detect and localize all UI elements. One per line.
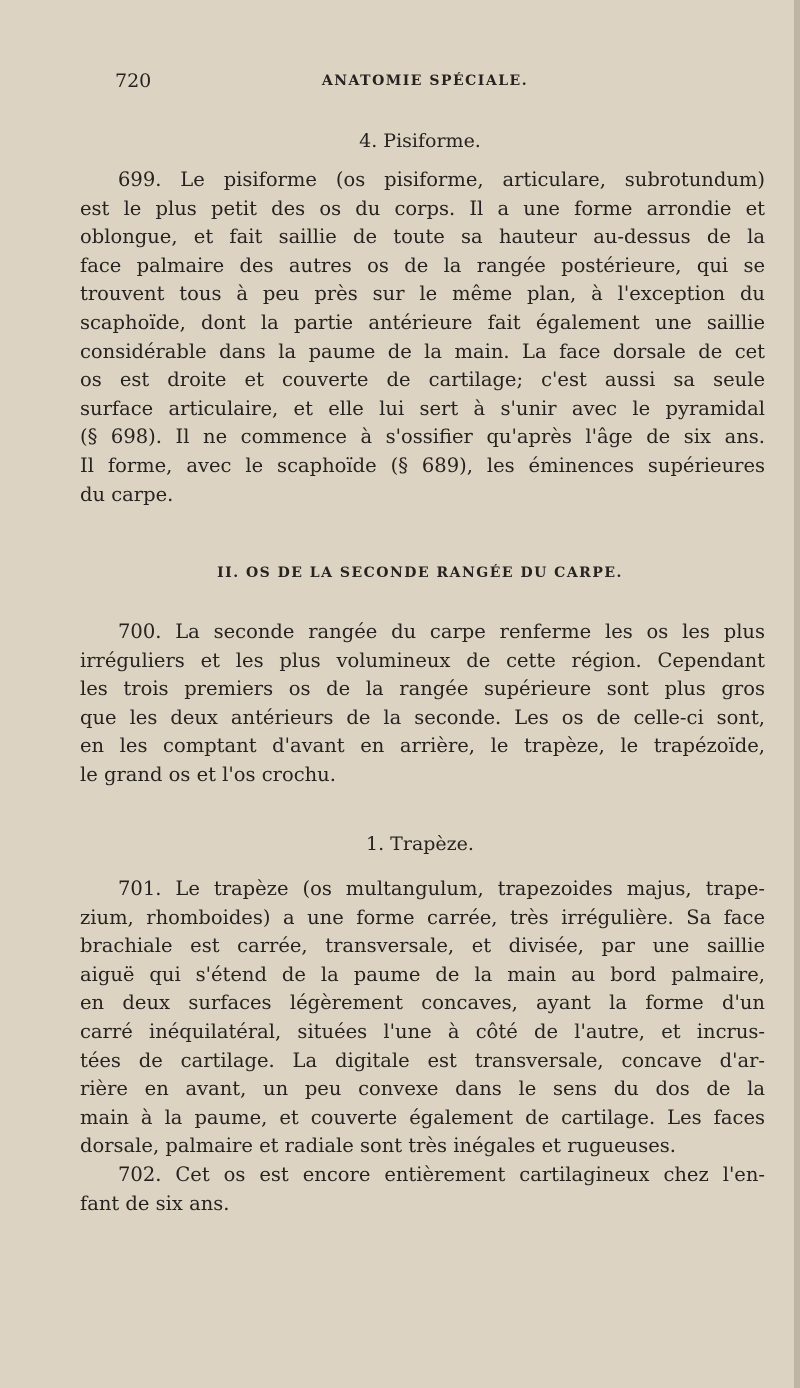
- paragraph-702: [80, 1161, 765, 1218]
- heading-pisiforme: 4. Pisiforme.: [359, 130, 481, 152]
- text-line: que les deux antérieurs de la seconde. Les os de celle-ci sont,: [80, 705, 765, 729]
- page-number: 720: [115, 70, 152, 92]
- heading-trapeze: 1. Trapèze.: [366, 833, 474, 855]
- text-line: en deux surfaces légèrement concaves, ayant la forme d'un: [80, 991, 765, 1015]
- text-line: trouvent tous à peu près sur le même plan, à l'exception du: [80, 282, 765, 306]
- text-line: du carpe.: [80, 482, 174, 506]
- page-header: [115, 70, 735, 100]
- text-line: 702. Cet os est encore entièrement cartilagineux chez l'en-: [118, 1163, 765, 1186]
- text-line: 699. Le pisiforme (os pisiforme, articulare, subrotundum): [118, 168, 765, 191]
- text-line: irréguliers et les plus volumineux de cette région. Cependant: [80, 648, 765, 672]
- text-line: Il forme, avec le scaphoïde (§ 689), les éminences supérieures: [80, 453, 765, 477]
- text-line: le grand os et l'os crochu.: [80, 762, 336, 786]
- text-line: surface articulaire, et elle lui sert à s'unir avec le pyramidal: [80, 396, 765, 420]
- text-line: scaphoïde, dont la partie antérieure fait également une saillie: [80, 310, 765, 334]
- text-line: aiguë qui s'étend de la paume de la main au bord palmaire,: [80, 962, 765, 986]
- running-head: ANATOMIE SPÉCIALE.: [321, 73, 529, 89]
- page-edge: [794, 0, 800, 1388]
- paragraph-700: [80, 618, 765, 790]
- text-line: les trois premiers os de la rangée supérieure sont plus gros: [80, 677, 765, 701]
- text-line: 700. La seconde rangée du carpe renferme les os les plus: [118, 620, 765, 643]
- text-line: carré inéquilatéral, situées l'une à côté de l'autre, et incrus-: [80, 1019, 765, 1043]
- text-line: oblongue, et fait saillie de toute sa hauteur au-dessus de la: [80, 225, 765, 249]
- text-line: en les comptant d'avant en arrière, le trapèze, le trapézoïde,: [80, 734, 765, 758]
- text-line: rière en avant, un peu convexe dans le sens du dos de la: [80, 1077, 765, 1101]
- text-line: face palmaire des autres os de la rangée postérieure, qui se: [80, 253, 765, 277]
- text-line: main à la paume, et couverte également de cartilage. Les faces: [80, 1105, 765, 1129]
- text-line: 701. Le trapèze (os multangulum, trapezoides majus, trape-: [118, 877, 765, 900]
- text-line: considérable dans la paume de la main. La face dorsale de cet: [80, 339, 765, 363]
- text-line: est le plus petit des os du corps. Il a une forme arrondie et: [80, 196, 765, 220]
- paragraph-701: [80, 875, 765, 1161]
- text-line: (§ 698). Il ne commence à s'ossifier qu'après l'âge de six ans.: [80, 425, 765, 449]
- heading-section-II: II. OS DE LA SECONDE RANGÉE DU CARPE.: [217, 565, 623, 581]
- text-line: tées de cartilage. La digitale est transversale, concave d'ar-: [80, 1048, 765, 1072]
- text-line: fant de six ans.: [80, 1191, 230, 1215]
- paragraph-699: [80, 166, 765, 509]
- text-line: dorsale, palmaire et radiale sont très inégales et rugueuses.: [80, 1134, 676, 1158]
- text-line: os est droite et couverte de cartilage; c'est aussi sa seule: [80, 368, 765, 392]
- text-line: brachiale est carrée, transversale, et divisée, par une saillie: [80, 934, 765, 958]
- text-line: zium, rhomboides) a une forme carrée, très irrégulière. Sa face: [80, 905, 765, 929]
